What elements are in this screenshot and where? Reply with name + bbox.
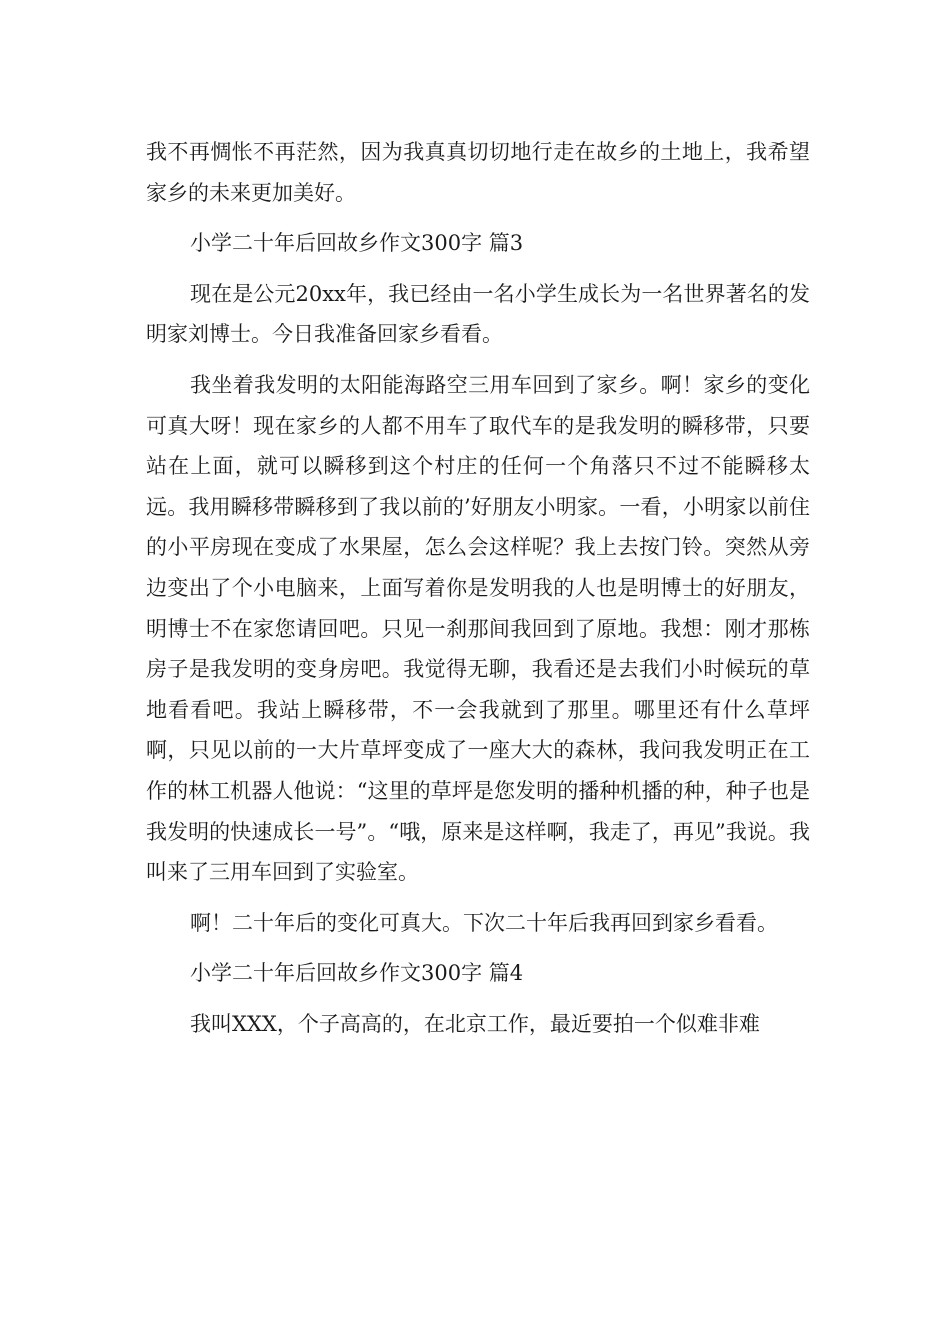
section-heading-4: 小学二十年后回故乡作文300字 篇4 — [190, 961, 524, 986]
paragraph-3-body: 我坐着我发明的太阳能海路空三用车回到了家乡。啊！家乡的变化可真大呀！现在家乡的人都不用车了取代车的是我发明的瞬移带，只要站在上面，就可以瞬移到这个村庄的任何一个角落只不过不能瞬移太远。我用瞬移带瞬移到了我以前的’好朋友小明家。一看，小明家以前住的小平房现在变成了水果屋，怎么会这样呢？我上去按门铃。突然从旁边变出了个小电脑来，上面写着你是发明我的人也是明博士的好朋友，明博士不在家您请回吧。只见一刹那间我回到了原地。我想：刚才那栋房子是我发明的变身房吧。我觉得无聊，我看还是去我们小时候玩的草地看看吧。我站上瞬移带，不一会我就到了那里。哪里还有什么草坪啊，只见以前的一大片草坪变成了一座大大的森林，我问我发明正在工作的林工机器人他说：“这里的草坪是您发明的播种机播的种，种子也是我发明的快速成长一号”。“哦，原来是这样啊，我走了，再见”我说。我叫来了三用车回到了实验室。 — [146, 372, 810, 885]
section-heading-3: 小学二十年后回故乡作文300字 篇3 — [190, 231, 524, 256]
paragraph-3-closing: 啊！二十年后的变化可真大。下次二十年后我再回到家乡看看。 — [190, 910, 778, 935]
paragraph-intro-end: 我不再惆怅不再茫然，因为我真真切切地行走在故乡的土地上，我希望家乡的未来更加美好。 — [146, 140, 810, 205]
paragraph-4-opening: 我叫XXX，个子高高的，在北京工作，最近要拍一个似难非难 — [190, 1011, 760, 1036]
document-page — [146, 132, 810, 1044]
paragraph-3-opening: 现在是公元20xx年，我已经由一名小学生成长为一名世界著名的发明家刘博士。今日我准备回家乡看看。 — [146, 281, 810, 347]
